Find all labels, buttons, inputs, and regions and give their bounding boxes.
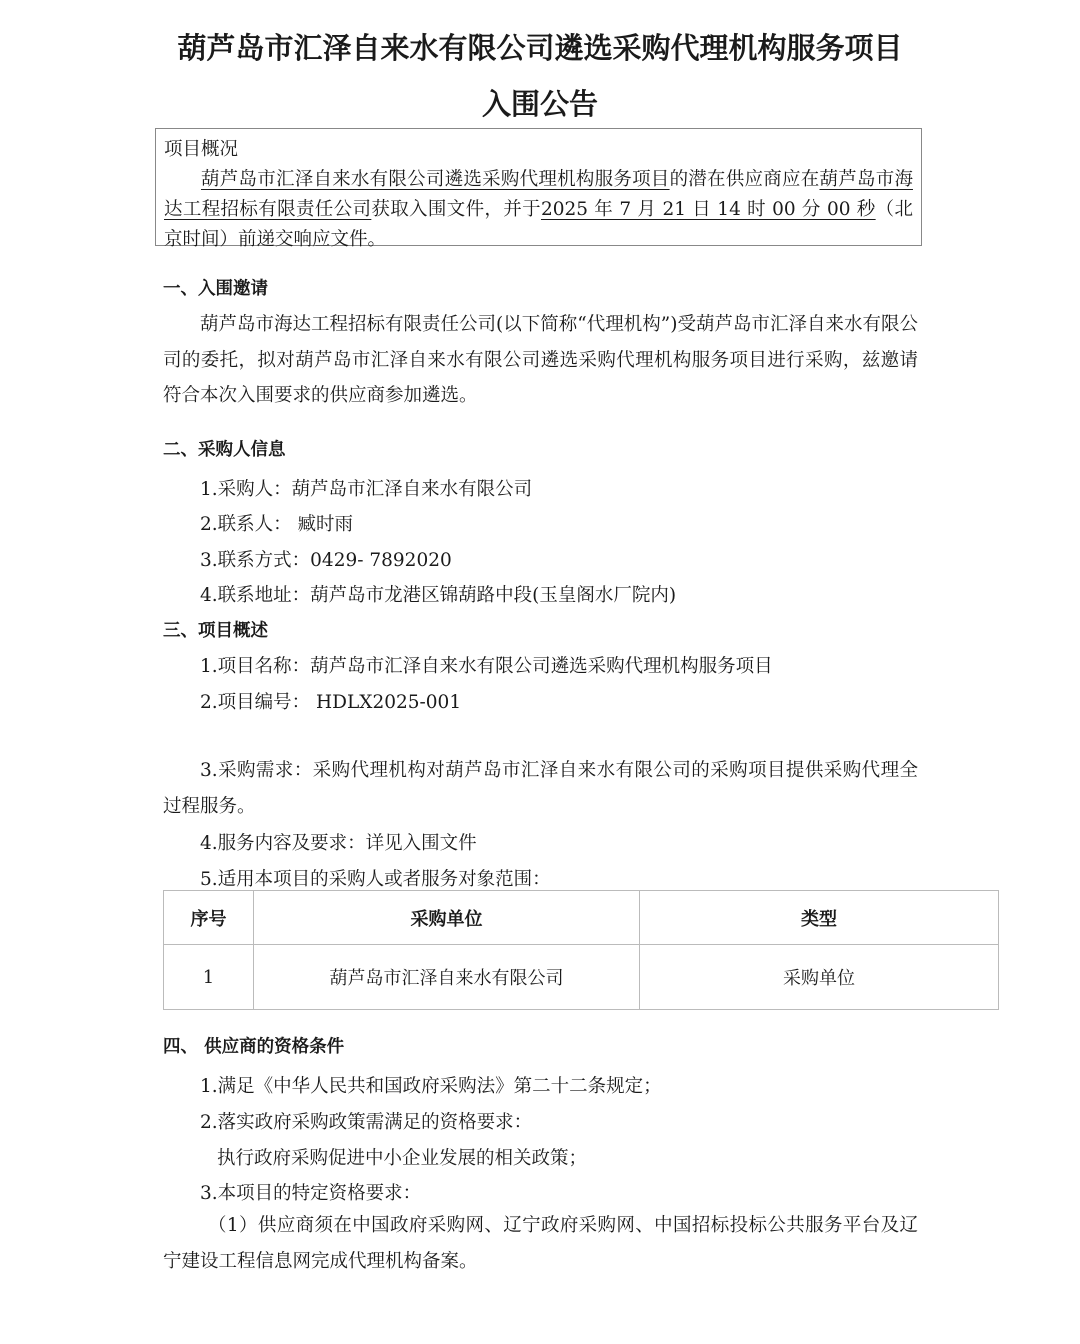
overview-text-3: （北京时间）前递交响应文件。 [164, 199, 913, 250]
section2-heading: 二、采购人信息 [163, 440, 286, 460]
qualification-item-3: 3.本项目的特定资格要求： [200, 1183, 422, 1204]
overview-text-1: 的潜在供应商应在 [669, 169, 820, 190]
contact-address-item: 4.联系地址：葫芦岛市龙港区锦葫路中段(玉皇阁水厂院内) [200, 585, 677, 606]
contact-person-item: 2.联系人： 臧时雨 [200, 514, 354, 535]
header-index: 序号 [164, 891, 254, 945]
overview-agency: 葫芦岛市海达工程招标有限责任公司 [164, 169, 913, 220]
service-content-item: 4.服务内容及要求：详见入围文件 [200, 833, 477, 854]
table-row [164, 945, 999, 1010]
header-unit: 采购单位 [254, 891, 640, 945]
contact-phone-item: 3.联系方式：0429- 7892020 [200, 550, 452, 571]
overview-text [164, 165, 913, 255]
table-header-row [164, 891, 999, 945]
section3-heading: 三、项目概述 [163, 621, 268, 641]
qualification-item-2-detail: 执行政府采购促进中小企业发展的相关政策； [217, 1148, 588, 1169]
cell-index: 1 [164, 945, 254, 1010]
section1-paragraph: 葫芦岛市海达工程招标有限责任公司(以下简称“代理机构”)受葫芦岛市汇泽自来水有限公司的委托，拟对葫芦岛市汇泽自来水有限公司遴选采购代理机构服务项目进行采购，兹邀请符合本次入围要求的供应商参加遴选。 [163, 314, 918, 406]
section1-heading: 一、入围邀请 [163, 279, 268, 299]
document-subtitle: 入围公告 [481, 87, 598, 121]
qualification-item-1: 1.满足《中华人民共和国政府采购法》第二十二条规定； [200, 1076, 662, 1097]
scope-item: 5.适用本项目的采购人或者服务对象范围： [200, 869, 551, 890]
overview-project-name: 葫芦岛市汇泽自来水有限公司遴选采购代理机构服务项目 [201, 169, 670, 190]
overview-deadline: 2025 年 7 月 21 日 14 时 00 分 00 秒 [540, 199, 876, 220]
cell-unit: 葫芦岛市汇泽自来水有限公司 [254, 945, 640, 1010]
project-overview-box [155, 128, 922, 250]
project-number-item: 2.项目编号： HDLX2025-001 [200, 692, 462, 713]
qualification-item-2: 2.落实政府采购政策需满足的资格要求： [200, 1112, 533, 1133]
project-name-item: 1.项目名称：葫芦岛市汇泽自来水有限公司遴选采购代理机构服务项目 [200, 656, 773, 677]
purchaser-table [163, 890, 999, 1010]
requirement-item: 3.采购需求：采购代理机构对葫芦岛市汇泽自来水有限公司的采购项目提供采购代理全过程服务。 [163, 760, 918, 817]
header-type: 类型 [640, 891, 999, 945]
purchaser-item: 1.采购人：葫芦岛市汇泽自来水有限公司 [200, 479, 533, 500]
cell-type: 采购单位 [640, 945, 999, 1010]
qualification-item-3-detail: （1）供应商须在中国政府采购网、辽宁政府采购网、中国招标投标公共服务平台及辽宁建设工程信息网完成代理机构备案。 [163, 1215, 918, 1272]
section4-heading: 四、 供应商的资格条件 [163, 1037, 345, 1057]
overview-heading: 项目概况 [164, 139, 239, 160]
document-title: 葫芦岛市汇泽自来水有限公司遴选采购代理机构服务项目 [177, 31, 903, 65]
overview-text-2: 获取入围文件，并于 [371, 199, 541, 220]
